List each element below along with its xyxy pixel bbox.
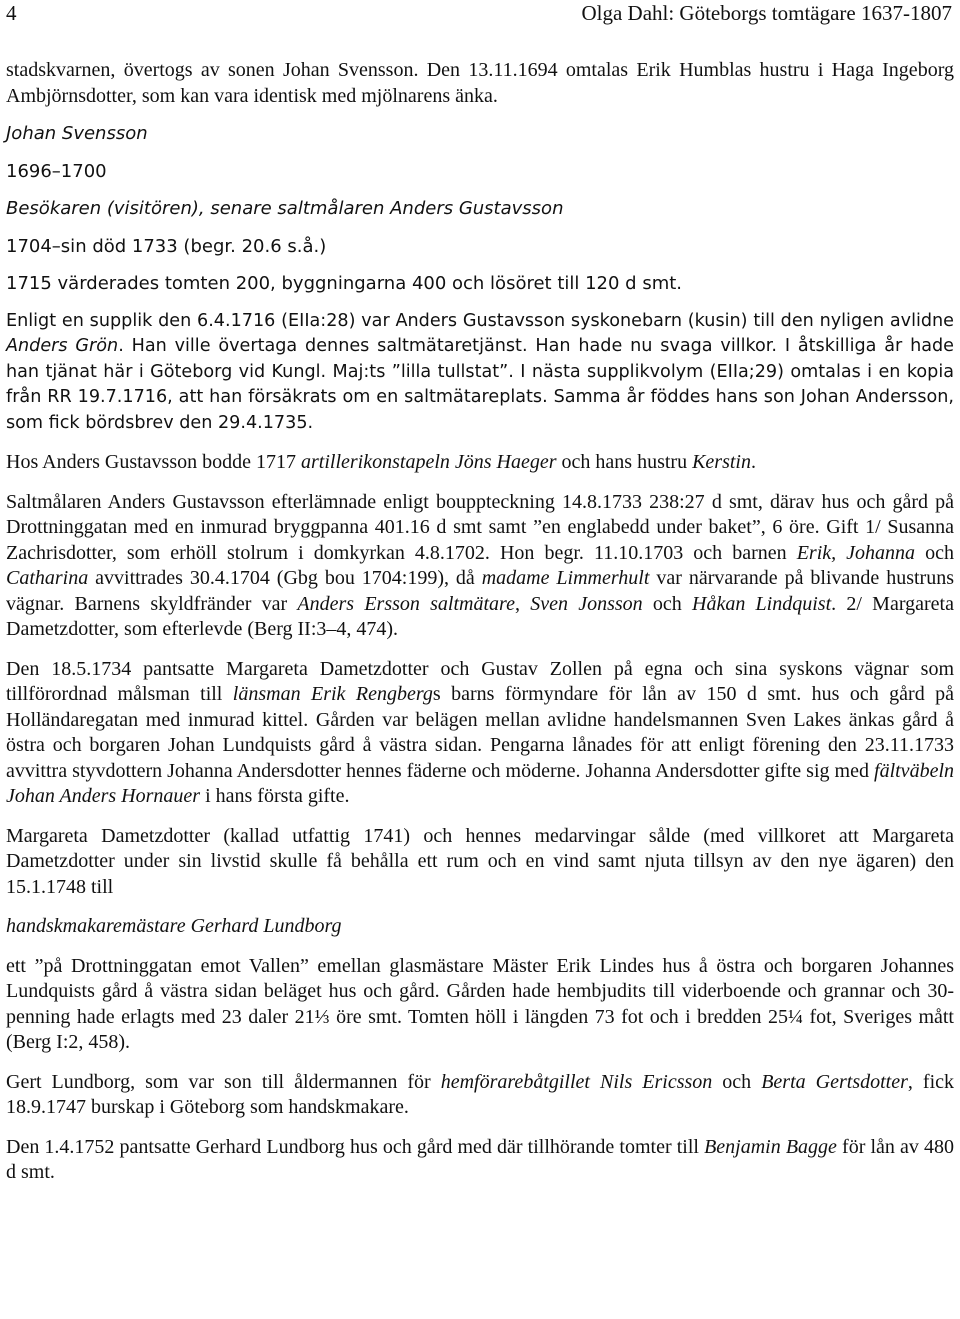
person-name: Anders Grön xyxy=(6,336,119,356)
person-name: madame Limmerhult xyxy=(481,567,650,589)
person-name: Håkan Lindquist xyxy=(692,592,832,615)
text-run: och xyxy=(642,592,692,615)
person-name: Erik, Johanna xyxy=(796,541,916,564)
text-run: Saltmålaren Anders Gustavsson efterlämnade enligt bouppteckning 14.8.1733 238:27 d smt, därav hus och gård på Drottninggatan med en inmurad bryggpanna 401.16 d smt samt ”en englabedd under baket”, 6 öre. Gift 1/ Susanna Zachrisdotter, som erhöll stolrum i domkyrkan 4.8.1702. Hon begr. 11.10.1703 och barnen xyxy=(6,490,954,564)
valuation-1715: 1715 värderades tomten 200, byggningarna 400 och lösöret till 120 d smt. xyxy=(6,273,683,294)
text-run: s barns förmyndare för lån av 150 d smt. hus och gård på Holländaregatan med inmurad kittel. Gården var belägen mellan avlidne handelsmannen Sven Lakes änkas gård å östra och borgaren Johan Lundquists gård å västra sidan. Pengarna lånades för att enligt förening den 23.11.1733 avvittra styvdottern Johanna Andersdotter hennes fäderne och möderne. Johanna Andersdotter gifte sig med xyxy=(6,683,954,782)
person-name: Berta Gertsdotter xyxy=(761,1070,908,1093)
text-run: och xyxy=(915,541,954,564)
person-name: hemförarebåtgillet Nils Ericsson xyxy=(440,1070,713,1093)
owner-years-johan: 1696–1700 xyxy=(6,160,107,182)
person-name: artillerikonstapeln Jöns Haeger xyxy=(301,451,557,473)
paragraph-mill: stadskvarnen, övertogs av sonen Johan Svensson. Den 13.11.1694 omtalas Erik Humblas hustru i Haga Ingeborg Ambjörnsdotter, som kan vara identisk med mjölnarens änka. xyxy=(6,59,954,107)
text-run: . Han ville övertaga dennes saltmätaretjänst. Han hade nu svaga villkor. I åtskilliga år hade han tjänat här i Göteborg vid Kungl. Maj:ts ”lilla tullstat”. I nästa supplikvolym (EIIa;29) omtalas i en kopia från RR 19.7.1716, att han försäkrats om en saltmätareplats. Samma år föddes hans son Johan Andersson, som fick bördsbrev den 29.4.1735. xyxy=(6,336,955,433)
owner-years-anders: 1704–sin död 1733 (begr. 20.6 s.å.) xyxy=(6,235,327,257)
owner-name-gerhard: handskmakaremästare Gerhard Lundborg xyxy=(6,915,342,937)
person-name: fältväbeln Johan Anders Hornauer xyxy=(6,759,954,807)
person-name: Catharina xyxy=(6,567,89,589)
text-run: Den 1.4.1752 pantsatte Gerhard Lundborg hus och gård med där tillhörande tomter till xyxy=(6,1135,705,1158)
person-name: länsman Erik Rengberg xyxy=(232,683,433,705)
paragraph-pantsatte-1734 xyxy=(6,657,954,810)
text-run: Gert Lundborg, som var son till åldermannen för xyxy=(6,1070,441,1093)
owner-name-johan: Johan Svensson xyxy=(6,123,148,144)
text-run: avvittrades 30.4.1704 (Gbg bou 1704:199), då xyxy=(88,567,482,589)
text-run: . xyxy=(750,451,756,473)
paragraph-supplik xyxy=(6,309,954,437)
running-title: Olga Dahl: Göteborgs tomtägare 1637-1807 xyxy=(581,1,952,25)
person-name: Sven Jonsson xyxy=(530,592,643,615)
text-run: . 2/ Margareta Dametzdotter, som efterlevde (Berg II:3–4, 474). xyxy=(6,592,954,640)
paragraph-pantsatte-1752 xyxy=(6,1135,954,1186)
page-number: 4 xyxy=(6,1,17,25)
text-run: , xyxy=(514,592,531,615)
text-run: i hans första gifte. xyxy=(200,785,350,807)
paragraph-hos xyxy=(6,450,954,476)
page-header xyxy=(6,0,954,40)
text-run: och xyxy=(712,1070,762,1093)
paragraph-saltmalaren xyxy=(6,490,954,643)
text-run: Den 18.5.1734 pantsatte Margareta Dametzdotter och Gustav Zollen på egna och sina syskons vägnar som tillförordnad målsman till xyxy=(6,657,954,705)
text-run: var närvarande på blivande hustruns vägnar. Barnens skyldfränder var xyxy=(6,567,954,615)
person-name: Kerstin xyxy=(692,451,751,473)
document-page xyxy=(6,0,954,1186)
paragraph-margareta: Margareta Dametzdotter (kallad utfattig 1741) och hennes medarvingar sålde (med villkoret att Margareta Dametzdotter under sin livstid skulle få behålla ett rum och en vind samt njuta tillsyn av den nye ägaren) den 15.1.1748 till xyxy=(6,824,954,898)
person-name: Anders Ersson saltmätare xyxy=(297,592,515,615)
text-run: och hans hustru xyxy=(556,451,693,473)
text-run: för lån av 480 d smt. xyxy=(6,1135,954,1183)
paragraph-drottninggatan: ett ”på Drottninggatan emot Vallen” emellan glasmästare Mäster Erik Lindes hus å östra och borgaren Johannes Lundquists gård å västra sidan beläget hus och gård. Gården hade hembjudits till viderboende och grannar och 30-penning hade erlagts med 23 daler 21⅓ öre smt. Tomten höll i längden 73 fot och i bredden 25¼ fot, Sveriges mått (Berg I:2, 458). xyxy=(6,954,954,1053)
owner-name-anders: Besökaren (visitören), senare saltmålaren Anders Gustavsson xyxy=(6,198,564,219)
text-run: Hos Anders Gustavsson bodde 1717 xyxy=(6,451,301,473)
text-run: , fick 18.9.1747 burskap i Göteborg som handskmakare. xyxy=(6,1070,955,1118)
text-run: Enligt en supplik den 6.4.1716 (EIIa:28) var Anders Gustavsson syskonebarn (kusin) till den nyligen avlidne xyxy=(6,310,954,331)
person-name: Benjamin Bagge xyxy=(704,1135,837,1158)
paragraph-gert xyxy=(6,1070,954,1121)
